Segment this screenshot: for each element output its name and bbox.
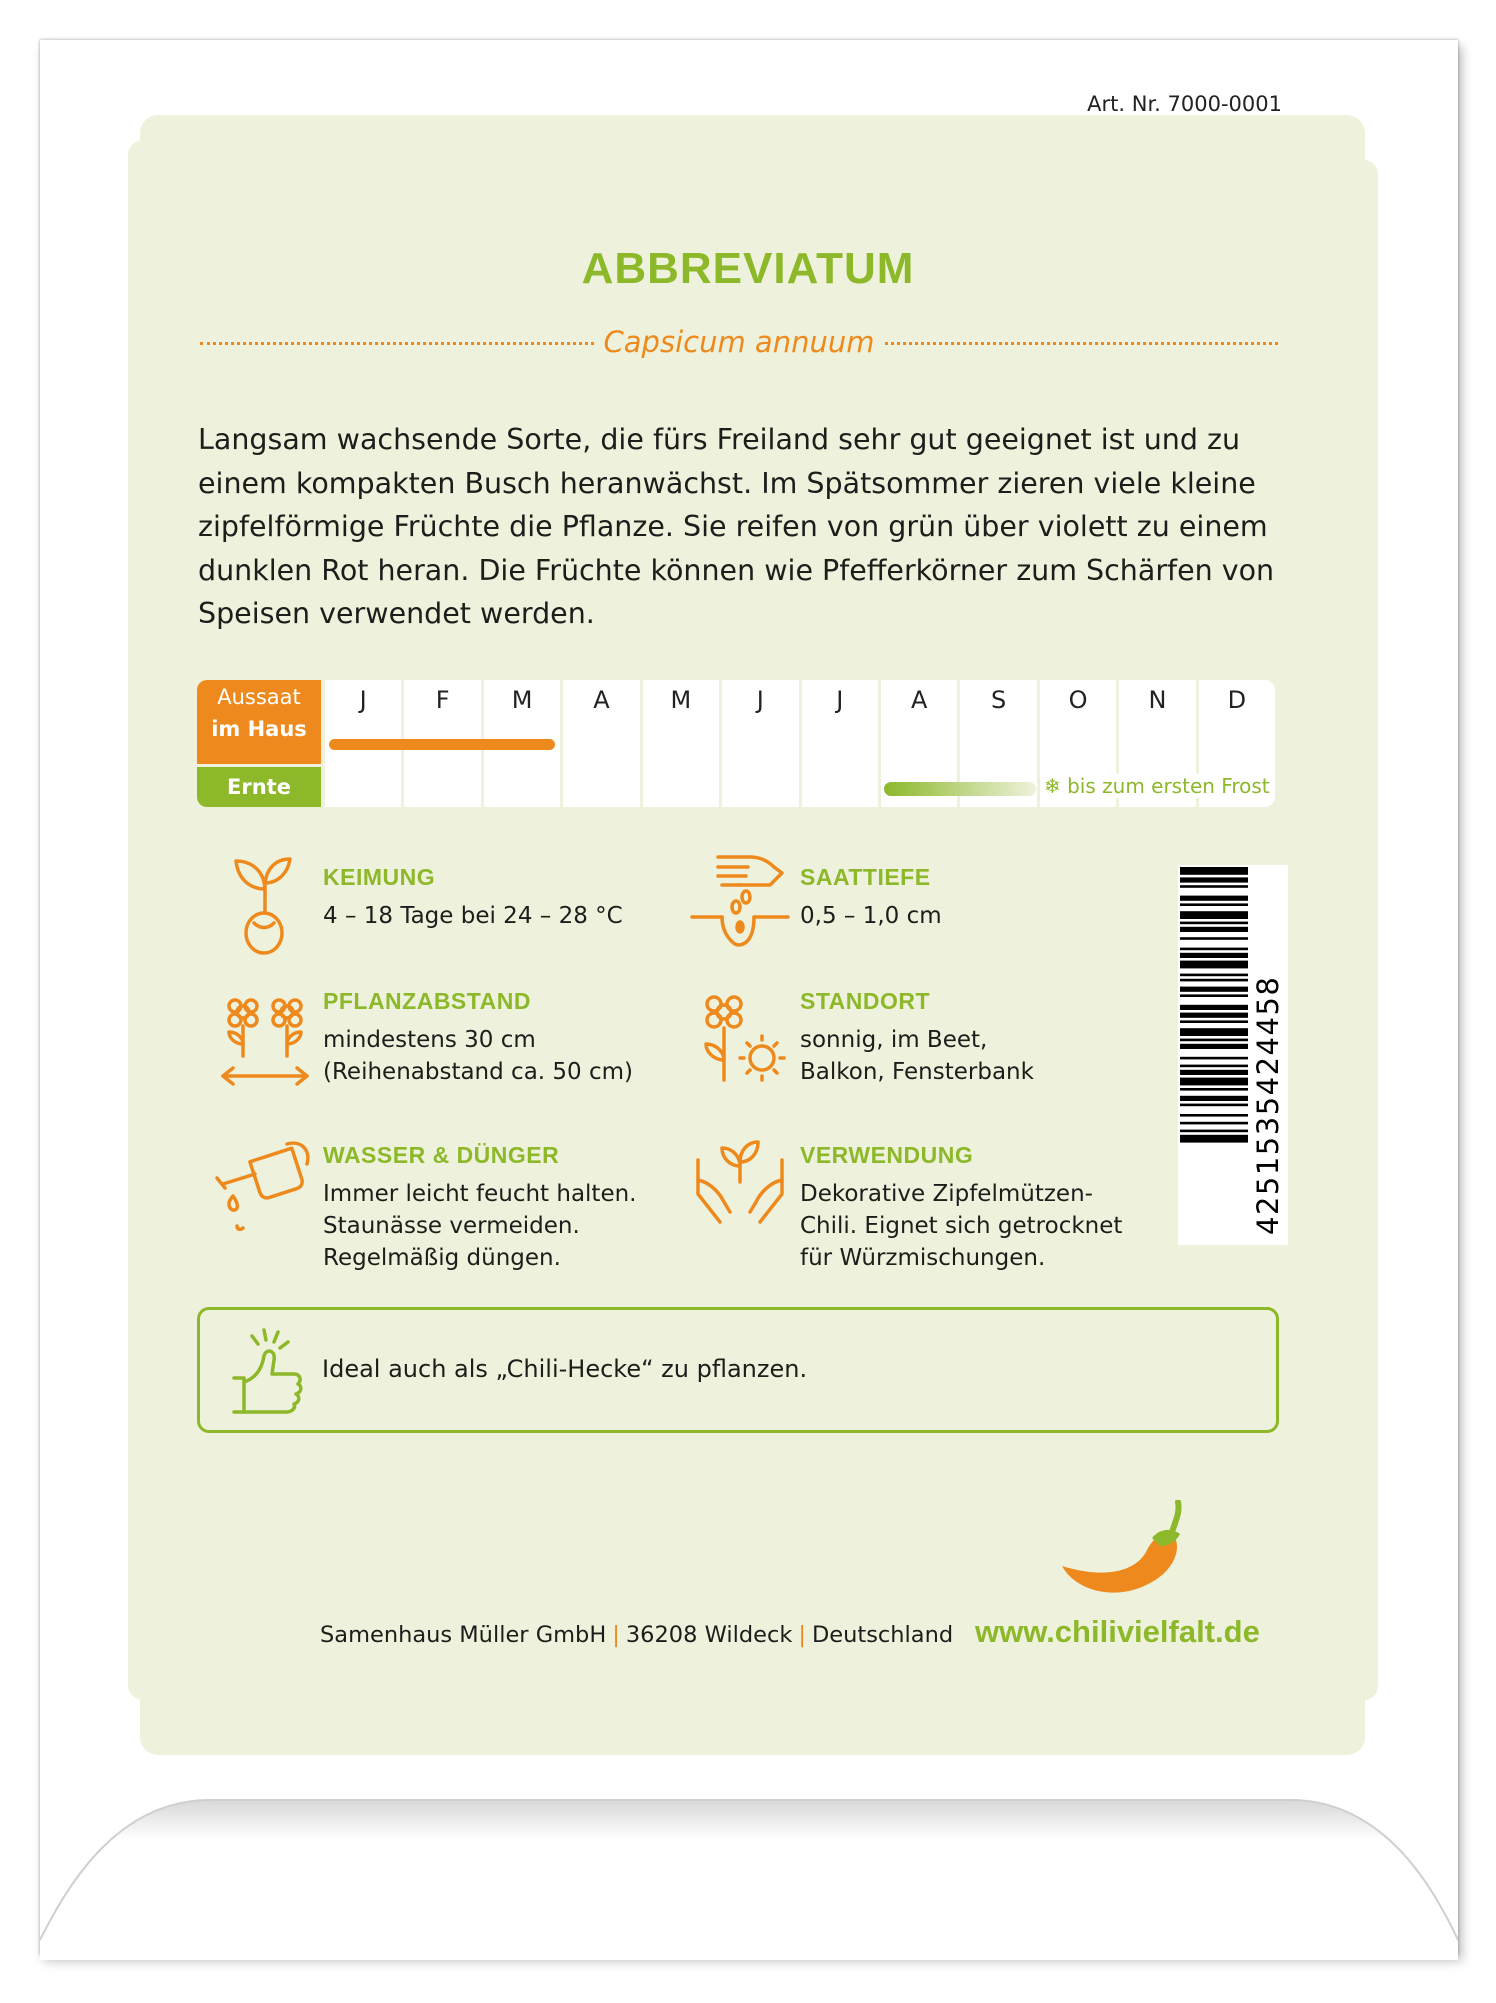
month-letter: J	[359, 686, 367, 714]
company-country: Deutschland	[811, 1622, 954, 1648]
month-column	[563, 680, 639, 807]
harvest-period-bar	[884, 782, 1036, 796]
hand-seeds-soil-icon	[688, 845, 798, 955]
spacing-heading: PFLANZABSTAND	[323, 988, 531, 1014]
month-letter: N	[1148, 686, 1167, 714]
chili-pepper-icon	[1056, 1500, 1196, 1620]
month-column	[643, 680, 719, 807]
month-letter: J	[756, 686, 764, 714]
website-url: www.chilivielfalt.de	[975, 1614, 1260, 1649]
month-letter: D	[1227, 686, 1247, 714]
latin-name-row	[200, 325, 1278, 365]
month-letter: M	[511, 686, 533, 714]
month-letter: M	[670, 686, 692, 714]
article-number: Art. Nr. 7000-0001	[1087, 92, 1282, 116]
month-letter: J	[836, 686, 844, 714]
description: Langsam wachsende Sorte, die fürs Freiland sehr gut geeignet ist und zu einem kompakten Busch heranwächst. Im Spätsommer zieren viele kleine zipfelförmige Früchte die Pflanze. Sie reifen von grün über violett zu einem dunklen Rot heran. Die Früchte können wie Pfefferkörner zum Schärfen von Speisen verwendet werden.	[198, 423, 1275, 630]
location-heading: STANDORT	[800, 988, 931, 1014]
tip-text: Ideal auch als „Chili-Hecke“ zu pflanzen.	[322, 1355, 808, 1383]
month-letter: A	[910, 686, 928, 714]
tip-box	[197, 1307, 1279, 1433]
sow-period-bar	[329, 739, 555, 750]
germination-text: 4 – 18 Tage bei 24 – 28 °C	[323, 903, 623, 929]
water-heading: WASSER & DÜNGER	[323, 1142, 560, 1168]
water-text: Immer leicht feucht halten. Staunässe vermeiden. Regelmäßig düngen.	[323, 1181, 637, 1271]
usage-text: Dekorative Zipfelmützen- Chili. Eignet sich getrocknet für Würzmischungen.	[800, 1181, 1123, 1271]
germination-heading: KEIMUNG	[323, 864, 436, 890]
frost-note: ❄ bis zum ersten Frost	[1040, 774, 1274, 798]
barcode	[1178, 865, 1288, 1245]
sow-label-line2: im Haus	[211, 717, 307, 741]
footer-address: Samenhaus Müller GmbH | 36208 Wildeck | Deutschland	[320, 1622, 954, 1648]
sow-label	[197, 680, 321, 764]
barcode-number: 4251535424458	[1251, 975, 1285, 1235]
company-address: 36208 Wildeck	[625, 1622, 793, 1648]
sowing-depth-text: 0,5 – 1,0 cm	[800, 903, 942, 929]
month-letter: A	[593, 686, 610, 714]
flowers-spacing-icon	[215, 985, 315, 1095]
sow-label-line1: Aussaat	[217, 685, 301, 709]
sowing-depth-heading: SAATTIEFE	[800, 864, 931, 890]
month-letter: S	[990, 686, 1007, 714]
month-column	[802, 680, 878, 807]
watering-can-icon	[215, 1125, 315, 1235]
spacing-text: mindestens 30 cm (Reihenabstand ca. 50 cm)	[323, 1027, 634, 1085]
harvest-label: Ernte	[197, 767, 321, 807]
flower-sun-icon	[692, 985, 792, 1095]
location-text: sonnig, im Beet, Balkon, Fensterbank	[800, 1027, 1034, 1085]
month-column	[722, 680, 798, 807]
latin-name: Capsicum annuum	[594, 325, 885, 359]
company-name: Samenhaus Müller GmbH	[320, 1622, 607, 1648]
thumbs-up-icon	[220, 1320, 315, 1420]
packet-flap	[40, 1790, 1458, 1960]
usage-heading: VERWENDUNG	[800, 1142, 974, 1168]
month-letter: O	[1068, 686, 1088, 714]
variety-title: ABBREVIATUM	[581, 244, 915, 293]
month-letter: F	[435, 686, 450, 714]
sprout-seed-icon	[220, 845, 310, 955]
hands-plant-icon	[690, 1125, 790, 1235]
